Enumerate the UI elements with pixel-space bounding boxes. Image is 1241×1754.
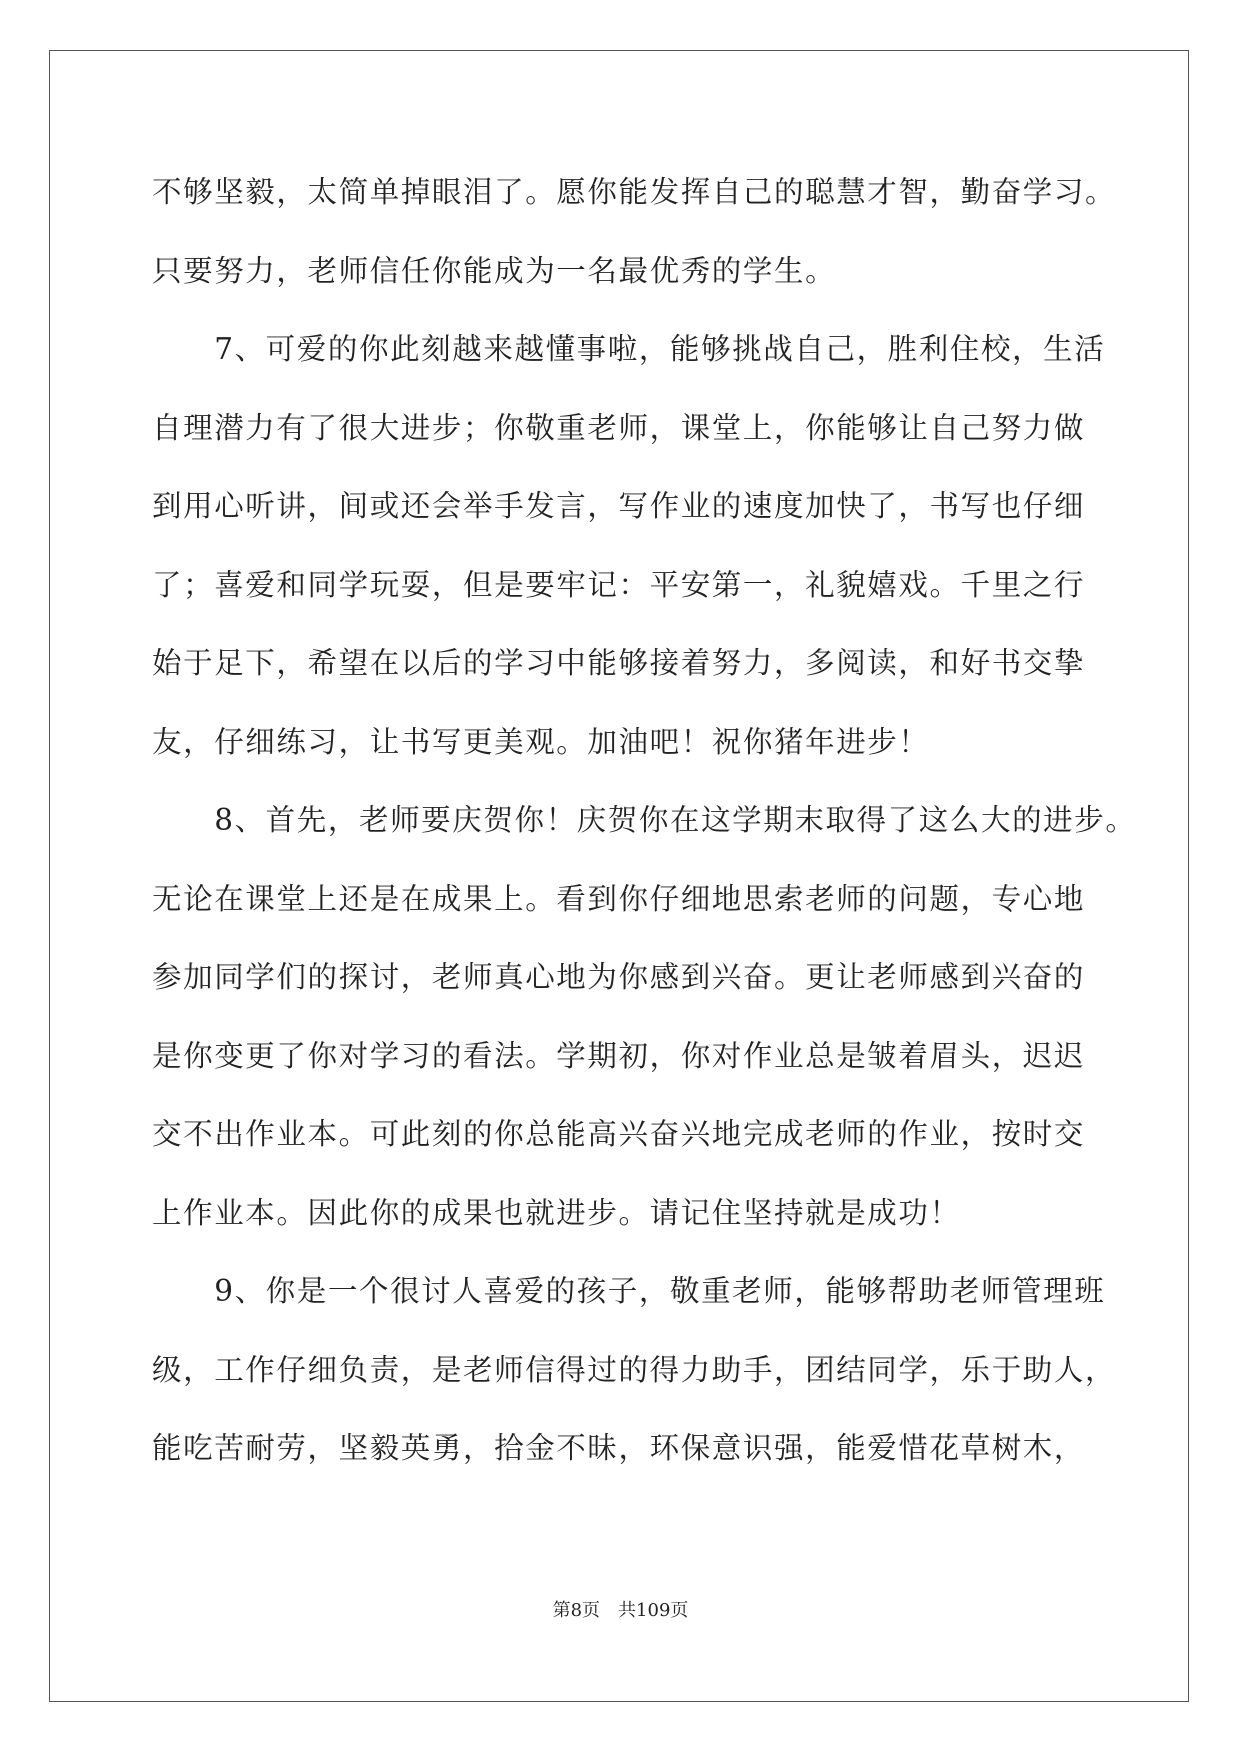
text-line: 无论在课堂上还是在成果上。看到你仔细地思索老师的问题，专心地 [152,882,1086,916]
text-line: 到用心听讲，间或还会举手发言，写作业的速度加快了，书写也仔细 [152,489,1086,523]
text-line: 友，仔细练习，让书写更美观。加油吧！祝你猪年进步！ [152,725,930,759]
text-line: 8、首先，老师要庆贺你！庆贺你在这学期末取得了这么大的进步。 [152,803,1137,837]
text-line: 始于足下，希望在以后的学习中能够接着努力，多阅读，和好书交挚 [152,646,1086,680]
text-line: 级，工作仔细负责，是老师信得过的得力助手，团结同学，乐于助人， [152,1353,1117,1387]
text-line: 参加同学们的探讨，老师真心地为你感到兴奋。更让老师感到兴奋的 [152,960,1086,994]
text-line: 能吃苦耐劳，坚毅英勇，拾金不昧，环保意识强，能爱惜花草树木， [152,1431,1086,1465]
text-line: 交不出作业本。可此刻的你总能高兴奋兴地完成老师的作业，按时交 [152,1117,1086,1151]
text-line: 是你变更了你对学习的看法。学期初，你对作业总是皱着眉头，迟迟 [152,1039,1086,1073]
text-line: 上作业本。因此你的成果也就进步。请记住坚持就是成功！ [152,1196,961,1230]
page-number: 第8页 共109页 [552,1600,689,1621]
text-line: 了；喜爱和同学玩耍，但是要牢记：平安第一，礼貌嬉戏。千里之行 [152,568,1086,602]
text-line: 只要努力，老师信任你能成为一名最优秀的学生。 [152,254,837,288]
text-line: 自理潜力有了很大进步；你敬重老师，课堂上，你能够让自己努力做 [152,411,1086,445]
text-line: 9、你是一个很讨人喜爱的孩子，敬重老师，能够帮助老师管理班 [152,1274,1106,1308]
text-line: 不够坚毅，太简单掉眼泪了。愿你能发挥自己的聪慧才智，勤奋学习。 [152,175,1117,209]
text-line: 7、可爱的你此刻越来越懂事啦，能够挑战自己，胜利住校，生活 [152,332,1106,366]
